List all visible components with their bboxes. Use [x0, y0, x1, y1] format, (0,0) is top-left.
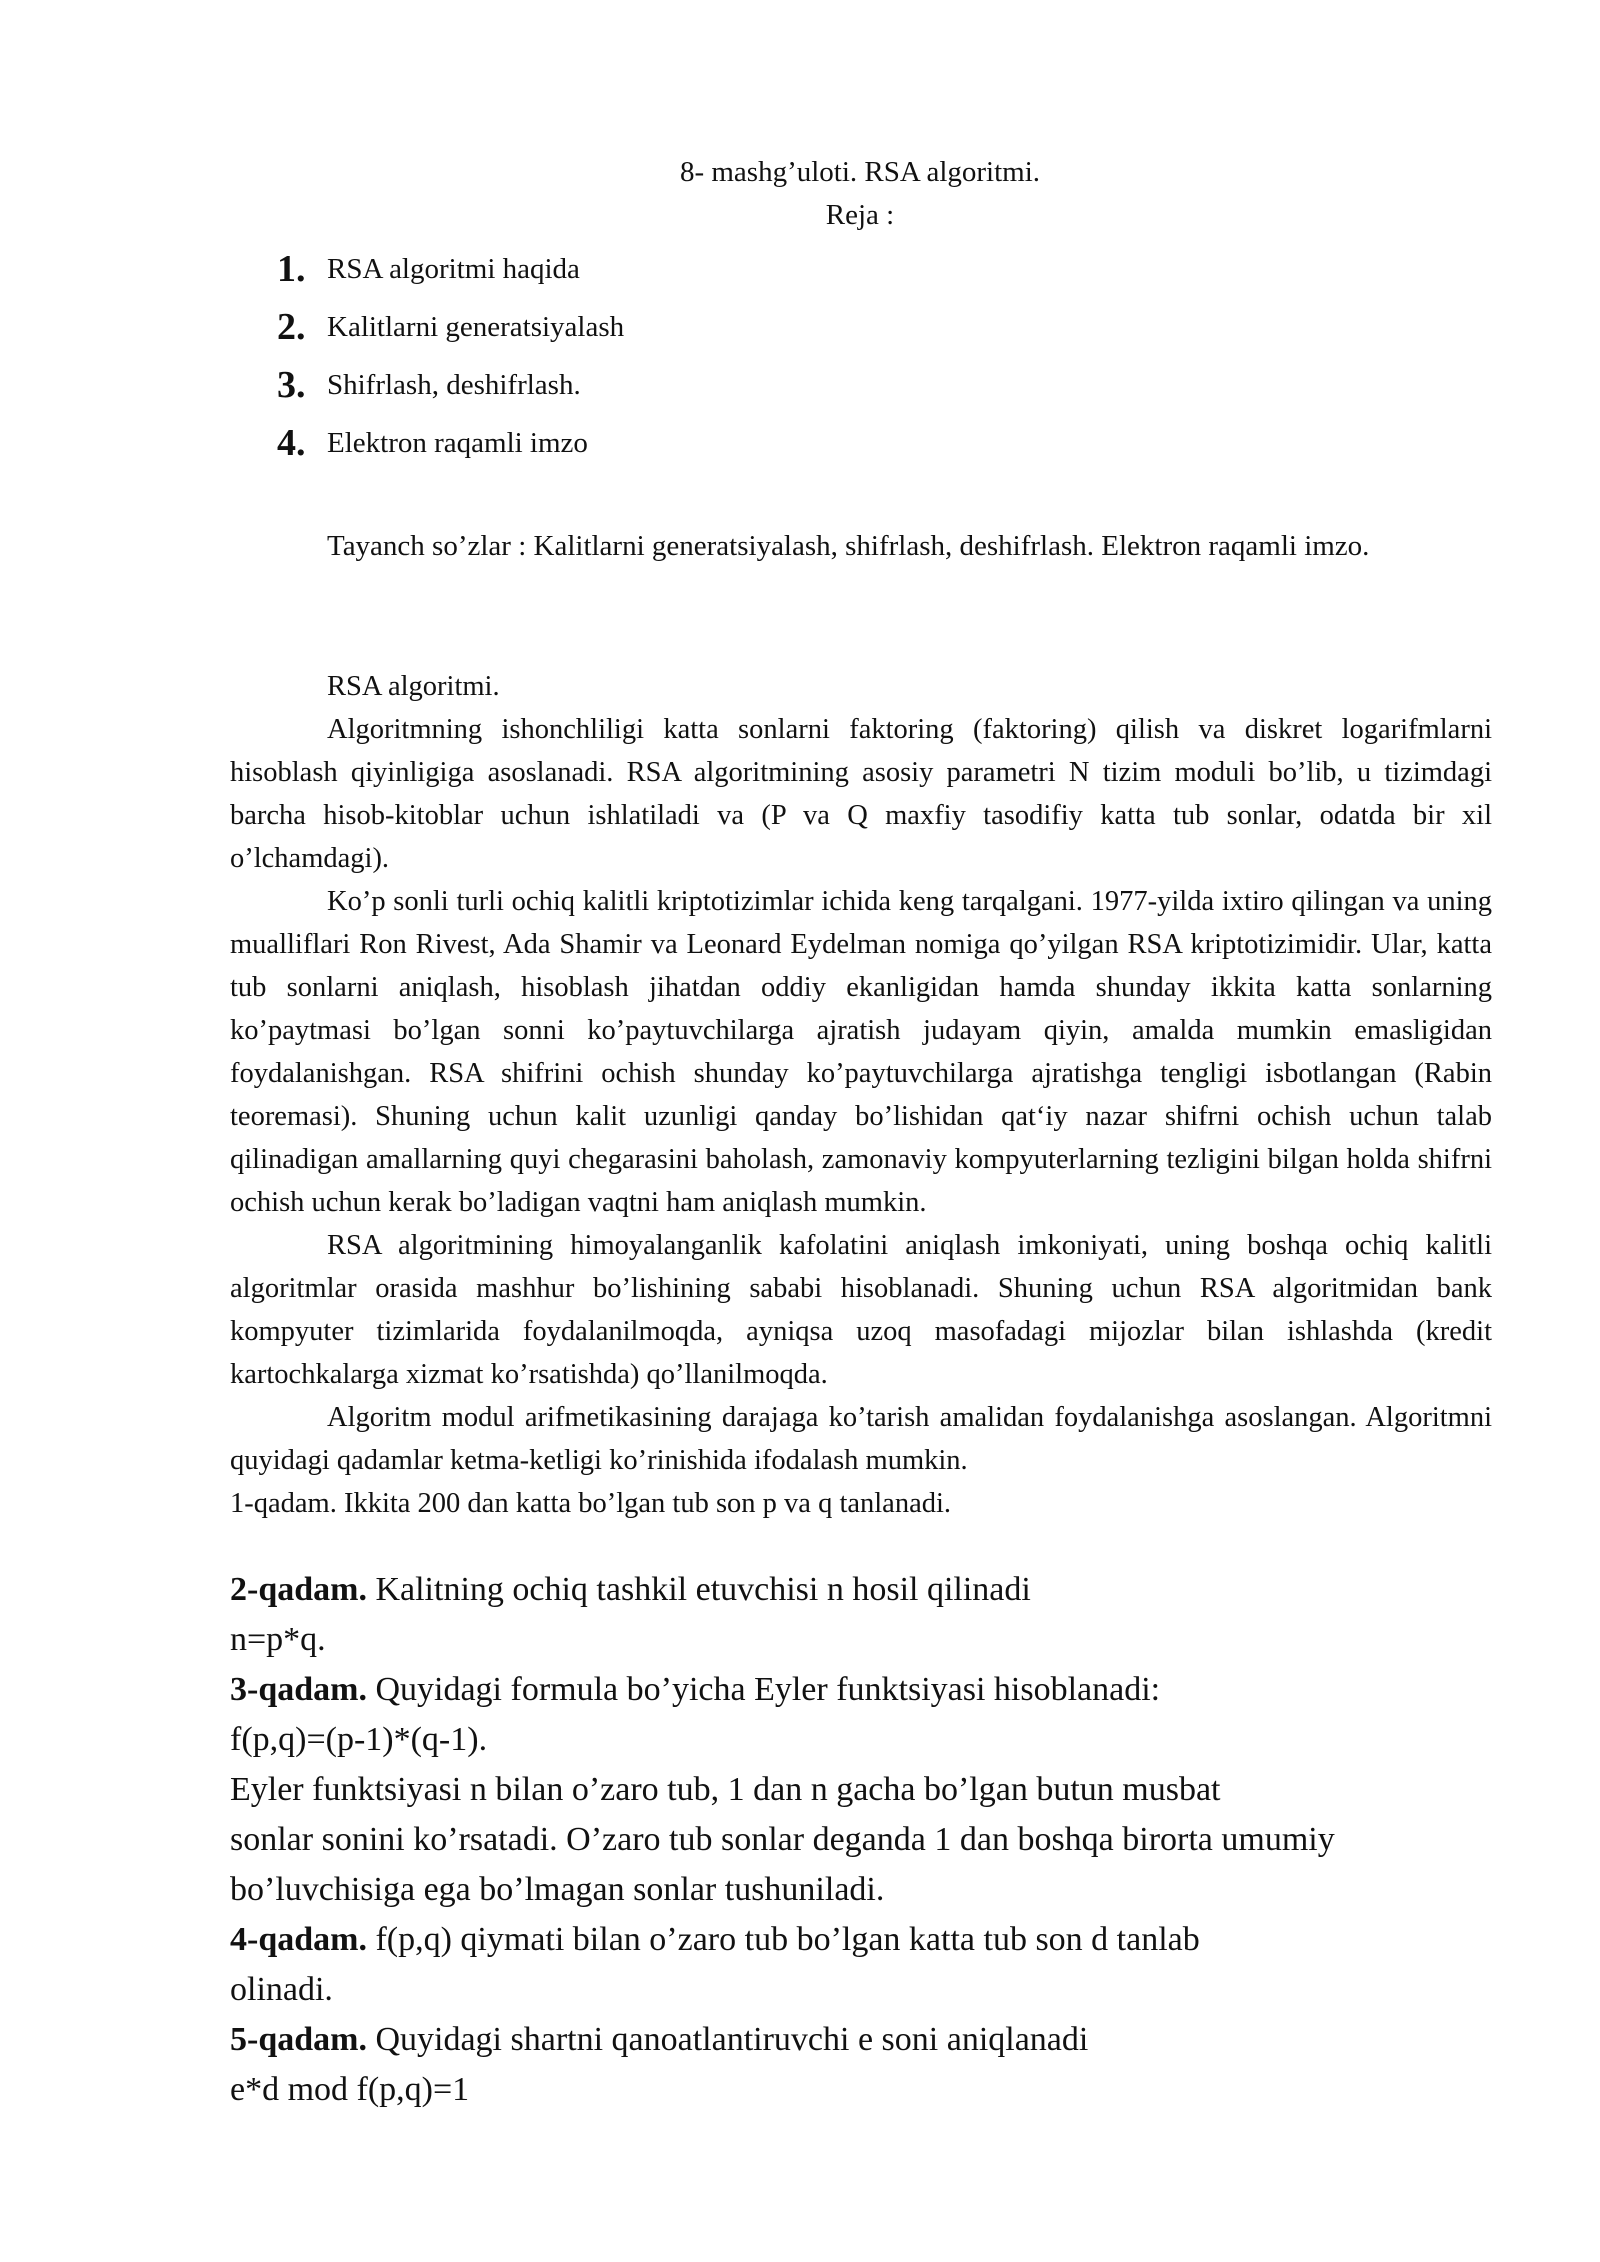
- step-line: [230, 2015, 1530, 2065]
- plan-item: [277, 240, 624, 298]
- step-text: f(p,q)=(p-1)*(q-1).: [230, 1721, 488, 1758]
- plan-item-text: Elektron raqamli imzo: [327, 426, 588, 459]
- step-line: [230, 1715, 1530, 1765]
- step-line: [230, 1815, 1530, 1865]
- step-text: sonlar sonini ko’rsatadi. O’zaro tub sonlar deganda 1 dan boshqa birorta umumiy: [230, 1821, 1335, 1858]
- step-text: f(p,q) qiymati bilan o’zaro tub bo’lgan katta tub son d tanlab: [366, 1921, 1200, 1958]
- step-line: [230, 2065, 1530, 2115]
- step-line: [230, 1965, 1530, 2015]
- step-text: bo’luvchisiga ega bo’lmagan sonlar tushuniladi.: [230, 1871, 885, 1908]
- plan-item-number: 3.: [277, 364, 306, 406]
- step-line: [230, 1665, 1530, 1715]
- plan-item-text: Shifrlash, deshifrlash.: [327, 368, 581, 401]
- step-text: e*d mod f(p,q)=1: [230, 2071, 470, 2108]
- step-label: 2-qadam.: [230, 1571, 367, 1608]
- step-text: Eyler funktsiyasi n bilan o’zaro tub, 1 dan n gacha bo’lgan butun musbat: [230, 1771, 1221, 1808]
- plan-item-text: RSA algoritmi haqida: [327, 252, 580, 285]
- plan-item-number: 4.: [277, 422, 306, 464]
- step-text: Kalitning ochiq tashkil etuvchisi n hosil qilinadi: [366, 1571, 1031, 1608]
- plan-item-number: 1.: [277, 248, 306, 290]
- step-text: olinadi.: [230, 1971, 333, 2008]
- step-line: [230, 1615, 1530, 1665]
- plan-item-text: Kalitlarni generatsiyalash: [327, 310, 625, 343]
- step-line: [230, 1915, 1530, 1965]
- step-text: Quyidagi shartni qanoatlantiruvchi e soni aniqlanadi: [366, 2021, 1089, 2058]
- step-line: 1-qadam. Ikkita 200 dan katta bo’lgan tub son p va q tanlanadi.: [230, 1488, 952, 1519]
- plan-label: Reja :: [825, 199, 895, 231]
- step-line: [230, 1765, 1530, 1815]
- paragraph: Algoritmning ishonchliligi katta sonlarni faktoring (faktoring) qilish va diskret logarifmlarni hisoblash qiyinligiga asoslanadi. RSA algoritmining asosiy parametri N tizim moduli bo’lib, u tizimdagi barcha hisob-kitoblar uchun ishlatiladi va (P va Q maxfiy tasodifiy katta tub sonlar, odatda bir xil o’lchamdagi).: [230, 714, 1492, 874]
- document-body: [230, 665, 1492, 1525]
- paragraph: Algoritm modul arifmetikasining darajaga ko’tarish amalidan foydalanishga asoslangan. Algoritmni quyidagi qadamlar ketma-ketligi ko’rinishida ifodalash mumkin.: [230, 1402, 1492, 1476]
- plan-list: [277, 240, 624, 472]
- step-label: 4-qadam.: [230, 1921, 367, 1958]
- paragraph: RSA algoritmining himoyalanganlik kafolatini aniqlash imkoniyati, uning boshqa ochiq kalitli algoritmlar orasida mashhur bo’lishining sababi hisoblanadi. Shuning uchun RSA algoritmidan bank kompyuter tizimlarida foydalanilmoqda, ayniqsa uzoq masofadagi mijozlar bilan ishlashda (kredit kartochkalarga xizmat ko’rsatishda) qo’llanilmoqda.: [230, 1230, 1492, 1390]
- step-line: [230, 1565, 1530, 1615]
- document-title: 8- mashg’uloti. RSA algoritmi.: [679, 156, 1041, 188]
- plan-item: [277, 298, 624, 356]
- step-text: Quyidagi formula bo’yicha Eyler funktsiyasi hisoblanadi:: [366, 1671, 1161, 1708]
- plan-item: [277, 356, 624, 414]
- step-label: 5-qadam.: [230, 2021, 367, 2058]
- section-heading: RSA algoritmi.: [327, 671, 500, 702]
- keywords: Tayanch so’zlar : Kalitlarni generatsiyalash, shifrlash, deshifrlash. Elektron raqamli imzo.: [327, 530, 1370, 562]
- step-label: 3-qadam.: [230, 1671, 367, 1708]
- paragraph: Ko’p sonli turli ochiq kalitli kriptotizimlar ichida keng tarqalgani. 1977-yilda ixtiro qilingan va uning mualliflari Ron Rivest, Ada Shamir va Leonard Eydelman nomiga qo’yilgan RSA kriptotizimidir. Ular, katta tub sonlarni aniqlash, hisoblash jihatdan oddiy ekanligidan hamda shunday ikkita katta sonlarning ko’paytmasi bo’lgan sonni ko’paytuvchilarga ajratish judayam qiyin, amalda mumkin emasligidan foydalanishgan. RSA shifrini ochish shunday ko’paytuvchilarga ajratishga tengligi isbotlangan (Rabin teoremasi). Shuning uchun kalit uzunligi qanday bo’lishidan qat‘iy nazar shifrni ochish uchun talab qilinadigan amallarning quyi chegarasini baholash, zamonaviy kompyuterlarning tezligini bilgan holda shifrni ochish uchun kerak bo’ladigan vaqtni ham aniqlash mumkin.: [230, 886, 1492, 1218]
- plan-item-number: 2.: [277, 306, 306, 348]
- step-line: [230, 1865, 1530, 1915]
- plan-item: [277, 414, 624, 472]
- step-text: n=p*q.: [230, 1621, 326, 1658]
- algorithm-steps: [230, 1565, 1530, 2115]
